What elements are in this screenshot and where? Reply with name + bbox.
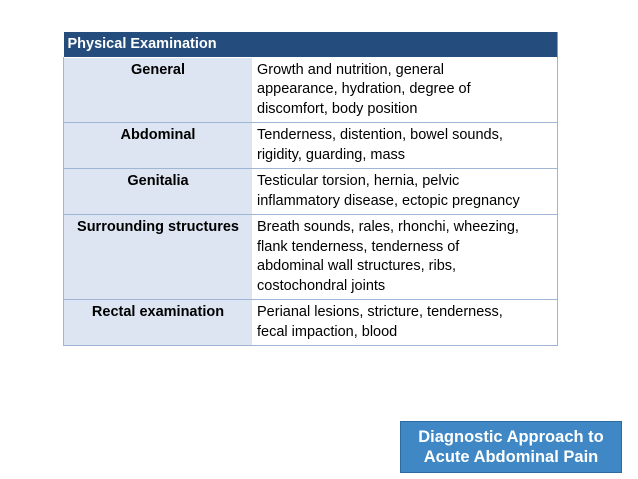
row-label-rectal-examination: Rectal examination bbox=[64, 300, 253, 346]
table-row bbox=[64, 123, 558, 169]
row-label-general: General bbox=[64, 57, 253, 123]
description-line: Breath sounds, rales, rhonchi, wheezing, bbox=[257, 219, 519, 235]
description-line: fecal impaction, blood bbox=[257, 323, 398, 340]
row-description-surrounding-structures bbox=[253, 215, 558, 300]
row-description-general bbox=[253, 57, 558, 123]
physical-examination-table bbox=[63, 32, 558, 346]
row-description-genitalia bbox=[253, 169, 558, 215]
description-line: rigidity, guarding, mass bbox=[257, 146, 406, 163]
row-description-abdominal bbox=[253, 123, 558, 169]
row-description-rectal-examination bbox=[253, 300, 558, 346]
description-line: discomfort, body position bbox=[257, 100, 418, 117]
table-row bbox=[64, 215, 558, 300]
description-line: abdominal wall structures, ribs, bbox=[257, 258, 457, 274]
description-line: Testicular torsion, hernia, pelvic bbox=[257, 173, 460, 189]
description-line: appearance, hydration, degree of bbox=[257, 81, 471, 97]
table-header-row bbox=[64, 32, 558, 57]
row-label-abdominal: Abdominal bbox=[64, 123, 253, 169]
slide-title-line: Acute Abdominal Pain bbox=[423, 448, 599, 466]
slide-title-line: Diagnostic Approach to bbox=[418, 428, 604, 446]
table-row bbox=[64, 300, 558, 346]
description-line: costochondral joints bbox=[257, 277, 386, 294]
table-row bbox=[64, 57, 558, 123]
table-header: Physical Examination bbox=[64, 32, 558, 57]
description-line: Perianal lesions, stricture, tenderness, bbox=[257, 304, 503, 320]
description-line: Tenderness, distention, bowel sounds, bbox=[257, 127, 503, 143]
table-row bbox=[64, 169, 558, 215]
description-line: Growth and nutrition, general bbox=[257, 61, 444, 78]
description-line: flank tenderness, tenderness of bbox=[257, 238, 460, 255]
slide-title-box bbox=[400, 421, 622, 473]
row-label-surrounding-structures: Surrounding structures bbox=[64, 215, 253, 300]
description-line: inflammatory disease, ectopic pregnancy bbox=[257, 192, 520, 209]
row-label-genitalia: Genitalia bbox=[64, 169, 253, 215]
